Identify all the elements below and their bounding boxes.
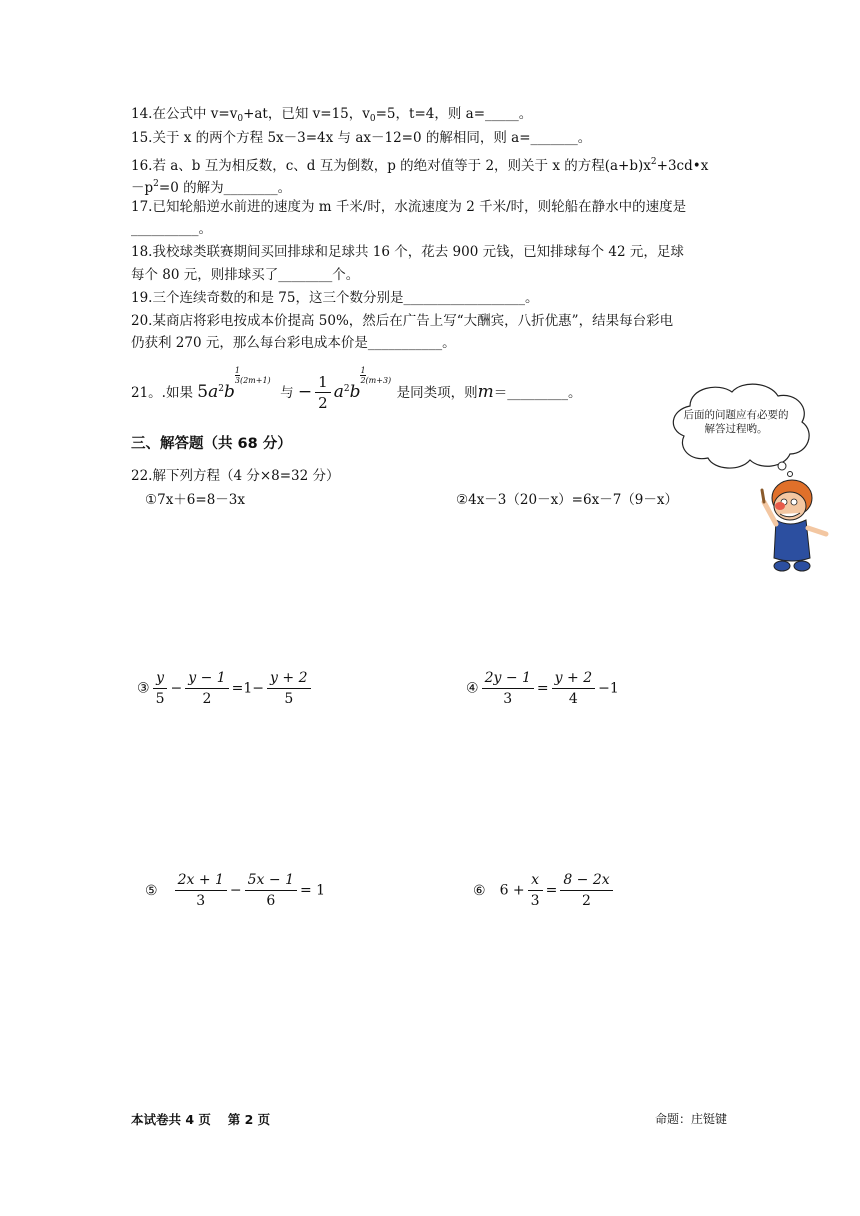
equation-3: ③ $\frac{y}{5}$ − $\frac{y - 1}{2}$ =1− $\frac{y + 2}{5}$	[137, 668, 314, 709]
equation-6: ⑥ 6 + $\frac{x}{3}$ = $\frac{8 - 2x}{2}$	[473, 870, 616, 911]
term-2: − $\frac{1}{2}$ $a^2b$ $\frac{1}{2}$ (m+3)	[297, 366, 392, 412]
equation-1: ①7x＋6=8－3x	[145, 492, 245, 508]
question-18-line2: 每个 80 元，则排球买了________个。	[131, 267, 360, 283]
page-footer-left: 本试卷共 4 页 第 2 页	[131, 1112, 271, 1127]
question-22: 22.解下列方程（4 分×8=32 分）	[131, 468, 340, 484]
speech-cloud-text: 后面的问题应有必要的解答过程哟。	[683, 409, 789, 435]
question-18-line1: 18.我校球类联赛期间买回排球和足球共 16 个，花去 900 元钱，已知排球每个 42 元，足球	[131, 244, 684, 260]
page-footer-right: 命题：庄铤键	[654, 1112, 727, 1126]
question-15: 15.关于 x 的两个方程 5x－3=4x 与 ax－12=0 的解相同，则 a=_______。	[131, 130, 592, 146]
question-20-line1: 20.某商店将彩电按成本价提高 50%，然后在广告上写“大酬宾，八折优惠”，结果每台彩电	[131, 313, 674, 329]
question-19: 19.三个连续奇数的和是 75，这三个数分别是__________________。	[131, 290, 539, 306]
question-20-line2: 仍获利 270 元，那么每台彩电成本价是___________。	[131, 335, 456, 351]
question-17-line2: __________。	[131, 221, 212, 237]
equation-2: ②4x－3（20－x）=6x－7（9－x）	[456, 492, 678, 508]
question-16-line2: $-p^2=0$ 的解为________。	[131, 179, 292, 196]
equation-5: ⑤ $\frac{2x + 1}{3}$ − $\frac{5x - 1}{6}$ = 1	[145, 872, 326, 909]
question-14: 14.在公式中 $v=v_0+at$，已知 v=15，$v_0=5$，t=4，则 a=_____。	[131, 106, 533, 124]
section-heading: 三、解答题（共 68 分）	[131, 436, 292, 452]
question-17-line1: 17.已知轮船逆水前进的速度为 m 千米/时，水流速度为 2 千米/时，则轮船在静水中的速度是	[131, 199, 687, 215]
question-16-line1: 16.若 a、b 互为相反数，c、d 互为倒数，p 的绝对值等于 2，则关于 x 的方程$(a+b)x^2+3cd•x$	[131, 157, 709, 174]
equation-4: ④ $\frac{2y - 1}{3}$ = $\frac{y + 2}{4}$ −1	[466, 670, 619, 707]
cartoon-boy-icon	[762, 480, 826, 571]
term-1: $5a^2b$ $\frac{1}{3}$ (2m+1)	[197, 366, 271, 402]
question-21: 21。.如果 $5a^2b$ $\frac{1}{3}$ (2m+1) 与 − $\frac{1}{2}$ $a^2b$ $\frac{1}{2}$ (m+3) 是同类项，则m＝_________。	[131, 366, 582, 412]
